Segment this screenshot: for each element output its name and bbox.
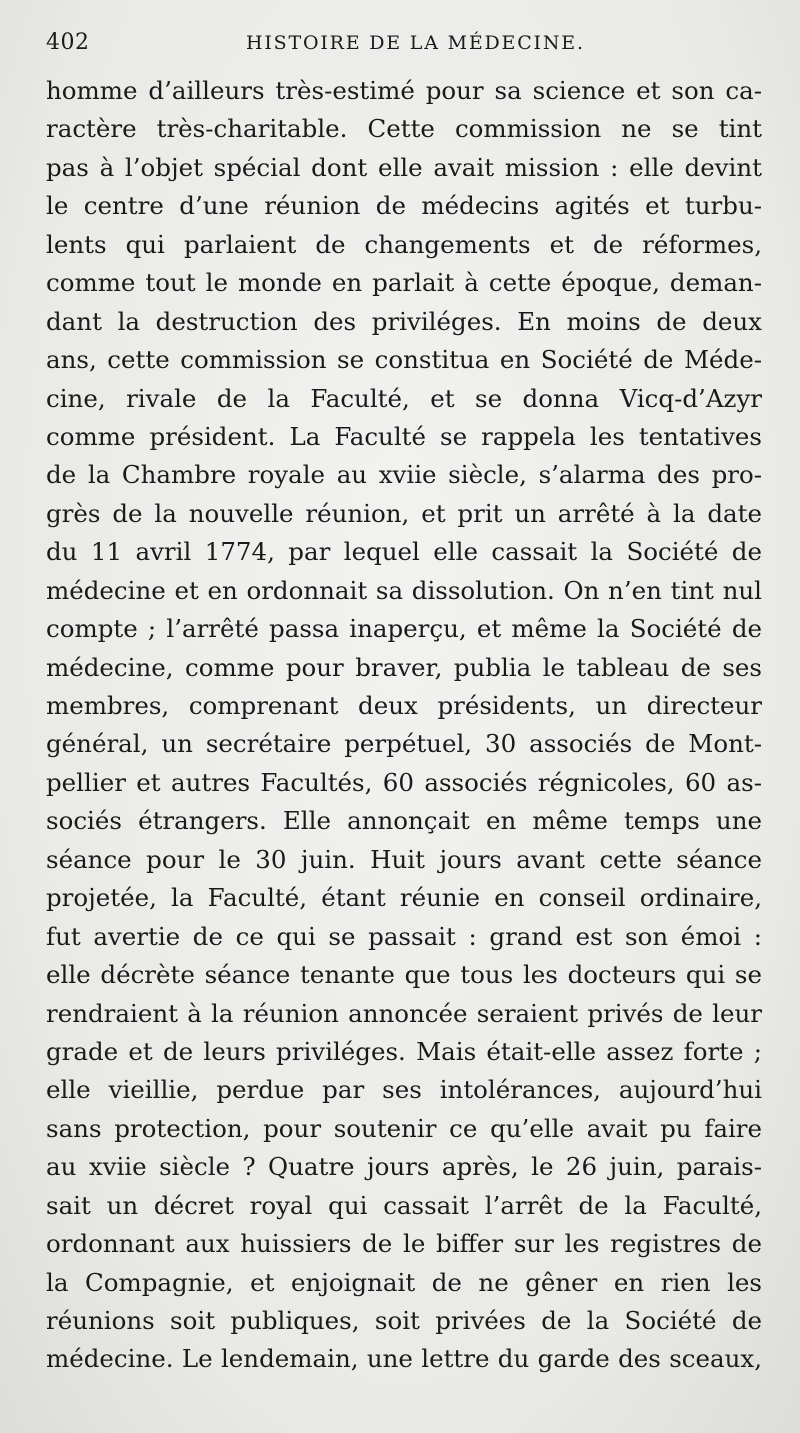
text-line: compte ; l’arrêté passa inaperçu, et même la Société de <box>46 614 762 644</box>
text-line: homme d’ailleurs très-estimé pour sa science et son ca- <box>46 76 762 105</box>
running-head <box>46 30 746 60</box>
text-line: au xviie siècle ? Quatre jours après, le 26 juin, parais- <box>46 1152 762 1182</box>
text-line: ordonnant aux huissiers de le biffer sur les registres de <box>46 1229 762 1259</box>
text-line: médecine et en ordonnait sa dissolution. On n’en tint nul <box>46 575 762 605</box>
text-line: cine, rivale de la Faculté, et se donna Vicq-d’Azyr <box>46 383 762 413</box>
text-line: pas à l’objet spécial dont elle avait mission : elle devint <box>46 152 762 182</box>
text-line: projetée, la Faculté, étant réunie en conseil ordinaire, <box>46 883 762 913</box>
text-line: grès de la nouvelle réunion, et prit un arrêté à la date <box>46 498 762 528</box>
text-line: lents qui parlaient de changements et de réformes, <box>46 229 762 259</box>
text-line: réunions soit publiques, soit privées de la Société de <box>46 1306 762 1335</box>
text-line: fut avertie de ce qui se passait : grand est son émoi : <box>46 921 762 951</box>
body-text <box>46 72 762 1379</box>
text-line: médecine, comme pour braver, publia le tableau de ses <box>46 652 762 682</box>
text-line: la Compagnie, et enjoignait de ne gêner en rien les <box>46 1267 762 1297</box>
text-line: le centre d’une réunion de médecins agités et turbu- <box>46 191 762 221</box>
text-line: séance pour le 30 juin. Huit jours avant cette séance <box>46 844 762 874</box>
text-line: sans protection, pour soutenir ce qu’elle avait pu faire <box>46 1113 762 1143</box>
text-line: comme président. La Faculté se rappela les tentatives <box>46 421 762 451</box>
text-line: grade et de leurs priviléges. Mais était-elle assez forte ; <box>46 1036 762 1066</box>
text-line: général, un secrétaire perpétuel, 30 associés de Mont- <box>46 729 762 759</box>
text-line: pellier et autres Facultés, 60 associés régnicoles, 60 as- <box>46 767 762 797</box>
running-title: HISTOIRE DE LA MÉDECINE. <box>246 32 585 54</box>
text-line: sait un décret royal qui cassait l’arrêt de la Faculté, <box>46 1190 762 1220</box>
text-line: elle vieillie, perdue par ses intolérances, aujourd’hui <box>46 1075 762 1105</box>
text-line: médecine. Le lendemain, une lettre du garde des sceaux, <box>46 1344 762 1374</box>
text-line: de la Chambre royale au xviie siècle, s’alarma des pro- <box>46 460 762 490</box>
text-line: elle décrète séance tenante que tous les docteurs qui se <box>46 960 762 990</box>
text-line: ans, cette commission se constitua en Société de Méde- <box>46 345 762 375</box>
text-line: rendraient à la réunion annoncée seraient privés de leur <box>46 998 762 1028</box>
text-line: ractère très-charitable. Cette commission ne se tint <box>46 114 762 144</box>
text-line: membres, comprenant deux présidents, un directeur <box>46 691 762 720</box>
page-number: 402 <box>46 30 90 55</box>
text-line: sociés étrangers. Elle annonçait en même temps une <box>46 806 762 836</box>
text-line: dant la destruction des priviléges. En moins de deux <box>46 306 762 336</box>
text-line: du 11 avril 1774, par lequel elle cassait la Société de <box>46 537 762 567</box>
text-line: comme tout le monde en parlait à cette époque, deman- <box>46 268 762 298</box>
